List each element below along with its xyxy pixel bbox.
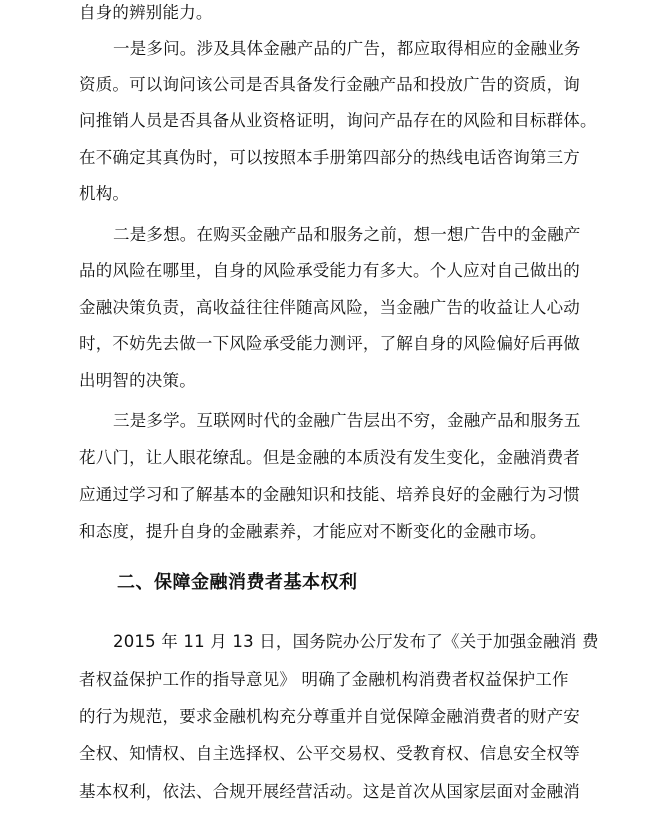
body-line: 者权益保护工作的指导意见》 明确了金融机构消费者权益保护工作 — [79, 670, 569, 689]
body-line: 机构。 — [79, 184, 130, 203]
body-line: 自身的辨别能力。 — [79, 3, 213, 22]
paragraph-first-line: 2015 年 11 月 13 日，国务院办公厅发布了《关于加强金融消 费 — [113, 632, 599, 651]
paragraph-first-line: 一是多问。涉及具体金融产品的广告，都应取得相应的金融业务 — [113, 39, 581, 58]
body-line: 和态度，提升自身的金融素养，才能应对不断变化的金融市场。 — [79, 522, 547, 541]
body-line: 品的风险在哪里，自身的风险承受能力有多大。个人应对自己做出的 — [79, 261, 580, 280]
section-heading: 二、保障金融消费者基本权利 — [117, 572, 358, 593]
body-line: 在不确定其真伪时，可以按照本手册第四部分的热线电话咨询第三方 — [79, 148, 580, 167]
body-line: 基本权利，依法、合规开展经营活动。这是首次从国家层面对金融消 — [79, 782, 580, 801]
paragraph-first-line: 二是多想。在购买金融产品和服务之前，想一想广告中的金融产 — [113, 225, 581, 244]
body-line: 出明智的决策。 — [79, 371, 196, 390]
paragraph-first-line: 三是多学。互联网时代的金融广告层出不穷，金融产品和服务五 — [113, 411, 581, 430]
body-line: 的行为规范，要求金融机构充分尊重并自觉保障金融消费者的财产安 — [79, 707, 580, 726]
body-line: 时，不妨先去做一下风险承受能力测评，了解自身的风险偏好后再做 — [79, 334, 580, 353]
body-line: 花八门，让人眼花缭乱。但是金融的本质没有发生变化，金融消费者 — [79, 448, 580, 467]
body-line: 金融决策负责，高收益往往伴随高风险，当金融广告的收益让人心动 — [79, 298, 580, 317]
body-line: 全权、知情权、自主选择权、公平交易权、受教育权、信息安全权等 — [79, 744, 580, 763]
body-line: 应通过学习和了解基本的金融知识和技能、培养良好的金融行为习惯 — [79, 485, 580, 504]
body-line: 问推销人员是否具备从业资格证明，询问产品存在的风险和目标群体。 — [79, 111, 597, 130]
body-line: 资质。可以询问该公司是否具备发行金融产品和投放广告的资质，询 — [79, 75, 580, 94]
